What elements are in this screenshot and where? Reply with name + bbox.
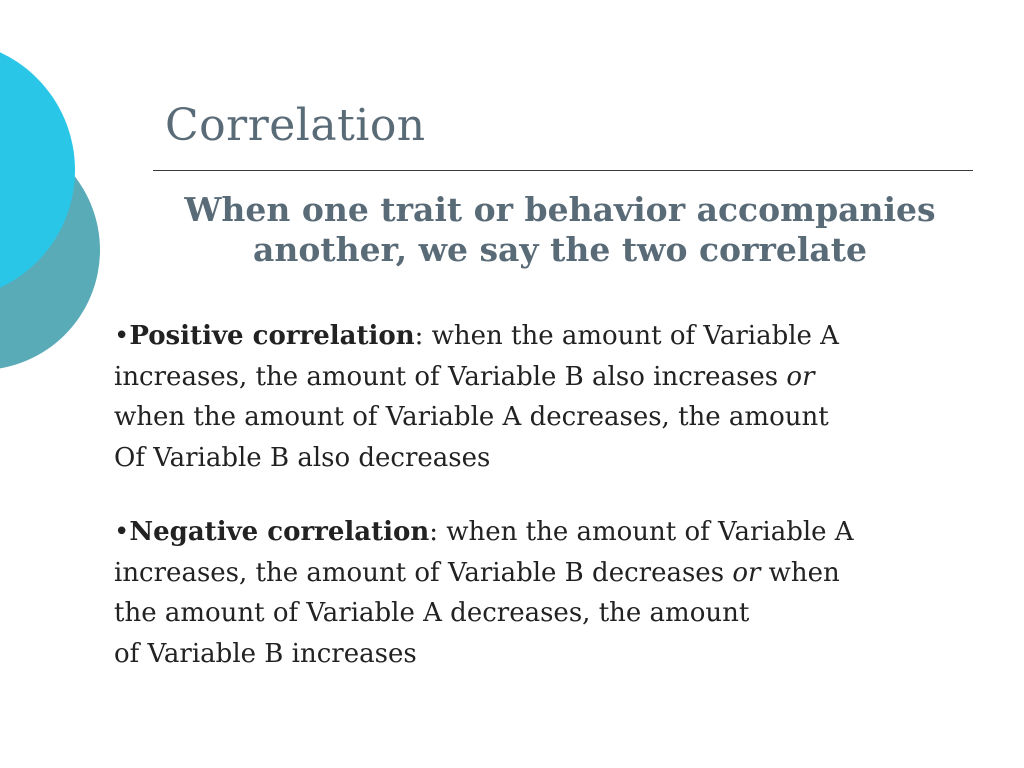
negative-line-1-rest: : when the amount of Variable A xyxy=(429,517,854,547)
positive-term: Positive correlation xyxy=(129,321,415,351)
positive-line-2-text: increases, the amount of Variable B also increases xyxy=(114,361,787,392)
positive-line-3: when the amount of Variable A decreases, the amount xyxy=(114,402,829,432)
positive-line-2 xyxy=(114,357,934,398)
slide-subtitle xyxy=(150,190,970,270)
negative-line-2-post: when xyxy=(760,557,840,588)
positive-line-1 xyxy=(114,316,934,357)
positive-line-4: Of Variable B also decreases xyxy=(114,442,491,473)
negative-line-4: of Variable B increases xyxy=(114,638,417,669)
subtitle-line-2: another, we say the two correlate xyxy=(253,230,867,269)
negative-line-2-text: increases, the amount of Variable B decreases xyxy=(114,557,733,588)
negative-line-2 xyxy=(114,553,934,594)
bullet-mark: • xyxy=(114,321,130,351)
positive-line-1-rest: : when the amount of Variable A xyxy=(414,321,839,351)
positive-correlation-bullet xyxy=(114,316,934,478)
negative-or: or xyxy=(732,557,761,588)
positive-or: or xyxy=(786,361,815,392)
slide-title: Correlation xyxy=(165,100,426,151)
negative-term: Negative correlation xyxy=(129,517,430,547)
subtitle-line-1: When one trait or behavior accompanies xyxy=(184,190,936,229)
bullet-mark: • xyxy=(114,517,130,547)
negative-correlation-bullet xyxy=(114,512,934,674)
title-divider xyxy=(153,170,973,171)
negative-line-3: the amount of Variable A decreases, the amount xyxy=(114,598,750,628)
negative-line-1 xyxy=(114,512,934,553)
